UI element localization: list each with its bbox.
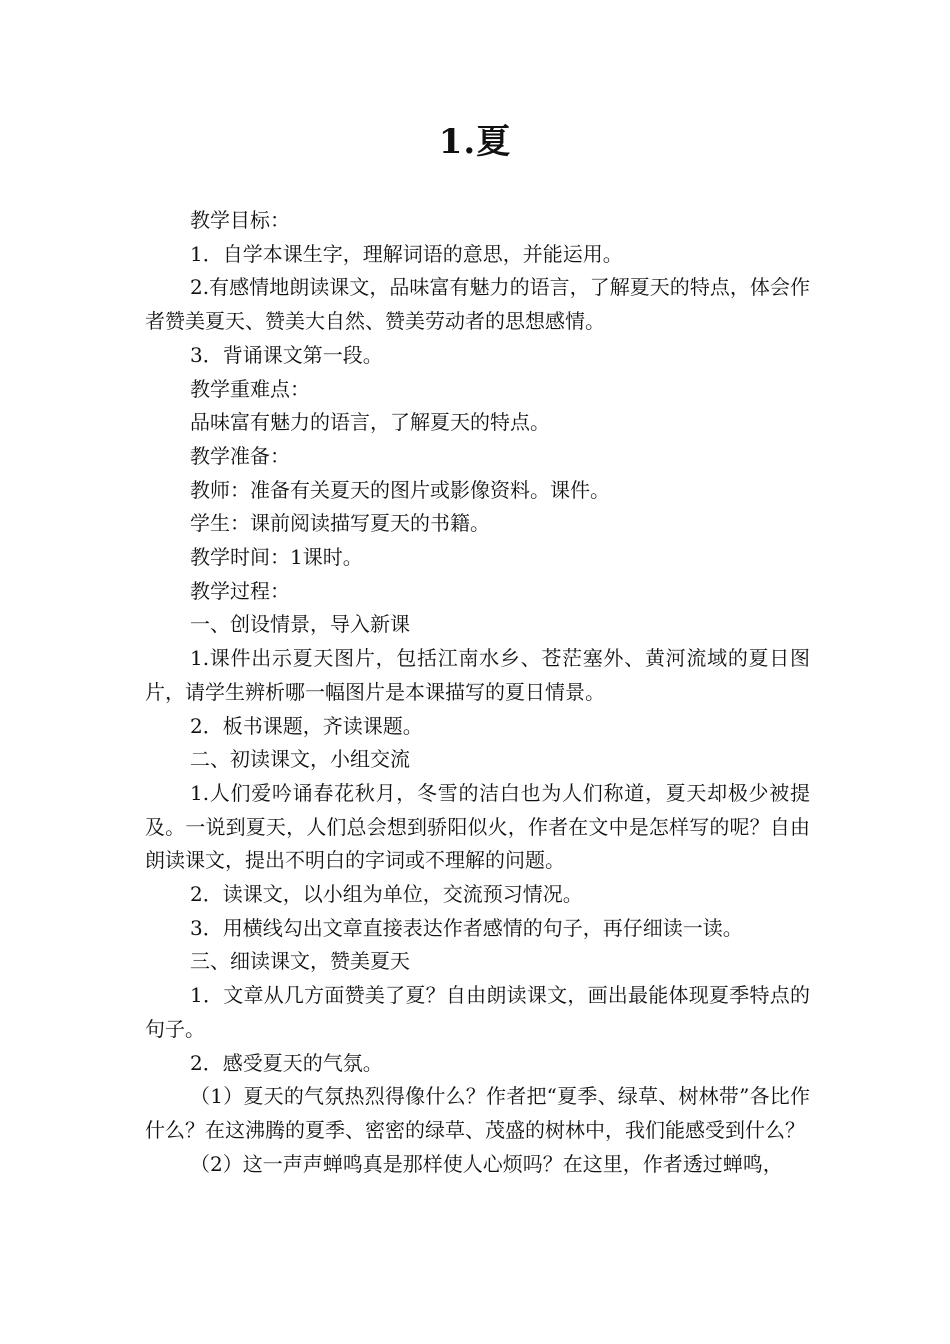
- paragraph: 1.课件出示夏天图片，包括江南水乡、苍茫塞外、黄河流域的夏日图片，请学生辨析哪一幅图片是本课描写的夏日情景。: [145, 646, 810, 704]
- paragraph: 三、细读课文，赞美夏天: [190, 949, 410, 974]
- paragraph: 教学时间：1课时。: [190, 545, 363, 570]
- paragraph: 1．文章从几方面赞美了夏？自由朗读课文，画出最能体现夏季特点的句子。: [145, 983, 810, 1041]
- paragraph: 1．自学本课生字，理解词语的意思，并能运用。: [190, 241, 623, 266]
- paragraph: （2）这一声声蝉鸣真是那样使人心烦吗？在这里，作者透过蝉鸣，: [190, 1151, 783, 1176]
- paragraph: 3．用横线勾出文章直接表达作者感情的句子，再仔细读一读。: [190, 915, 743, 940]
- paragraph: 一、创设情景，导入新课: [190, 612, 410, 637]
- paragraph: 二、初读课文，小组交流: [190, 747, 410, 772]
- paragraph: 教学目标：: [190, 208, 290, 232]
- paragraph: （1）夏天的气氛热烈得像什么？作者把“夏季、绿草、树林带”各比作什么？在这沸腾的夏季、密密的绿草、茂盛的树林中，我们能感受到什么？: [145, 1084, 810, 1142]
- paragraph: 学生：课前阅读描写夏天的书籍。: [190, 511, 490, 536]
- paragraph: 2.有感情地朗读课文，品味富有魅力的语言，了解夏天的特点，体会作者赞美夏天、赞美大自然、赞美劳动者的思想感情。: [145, 275, 810, 334]
- paragraph: 3．背诵课文第一段。: [190, 342, 383, 367]
- paragraph: 2．感受夏天的气氛。: [190, 1050, 383, 1075]
- paragraph: 2．读课文，以小组为单位，交流预习情况。: [190, 882, 583, 907]
- paragraph: 1.人们爱吟诵春花秋月，冬雪的洁白也为人们称道，夏天却极少被提及。一说到夏天，人们总会想到骄阳似火，作者在文中是怎样写的呢？自由朗读课文，提出不明白的字词或不理解的问题。: [145, 780, 810, 873]
- paragraph: 教学过程：: [190, 578, 290, 603]
- document-title: 1.夏: [438, 122, 512, 162]
- paragraph: 品味富有魅力的语言，了解夏天的特点。: [190, 410, 550, 435]
- document-body: [145, 204, 810, 1181]
- paragraph: 教学重难点：: [190, 376, 310, 401]
- paragraph: 教师：准备有关夏天的图片或影像资料。课件。: [190, 477, 610, 502]
- paragraph: 教学准备：: [190, 443, 290, 468]
- paragraph: 2．板书课题，齐读课题。: [190, 713, 423, 738]
